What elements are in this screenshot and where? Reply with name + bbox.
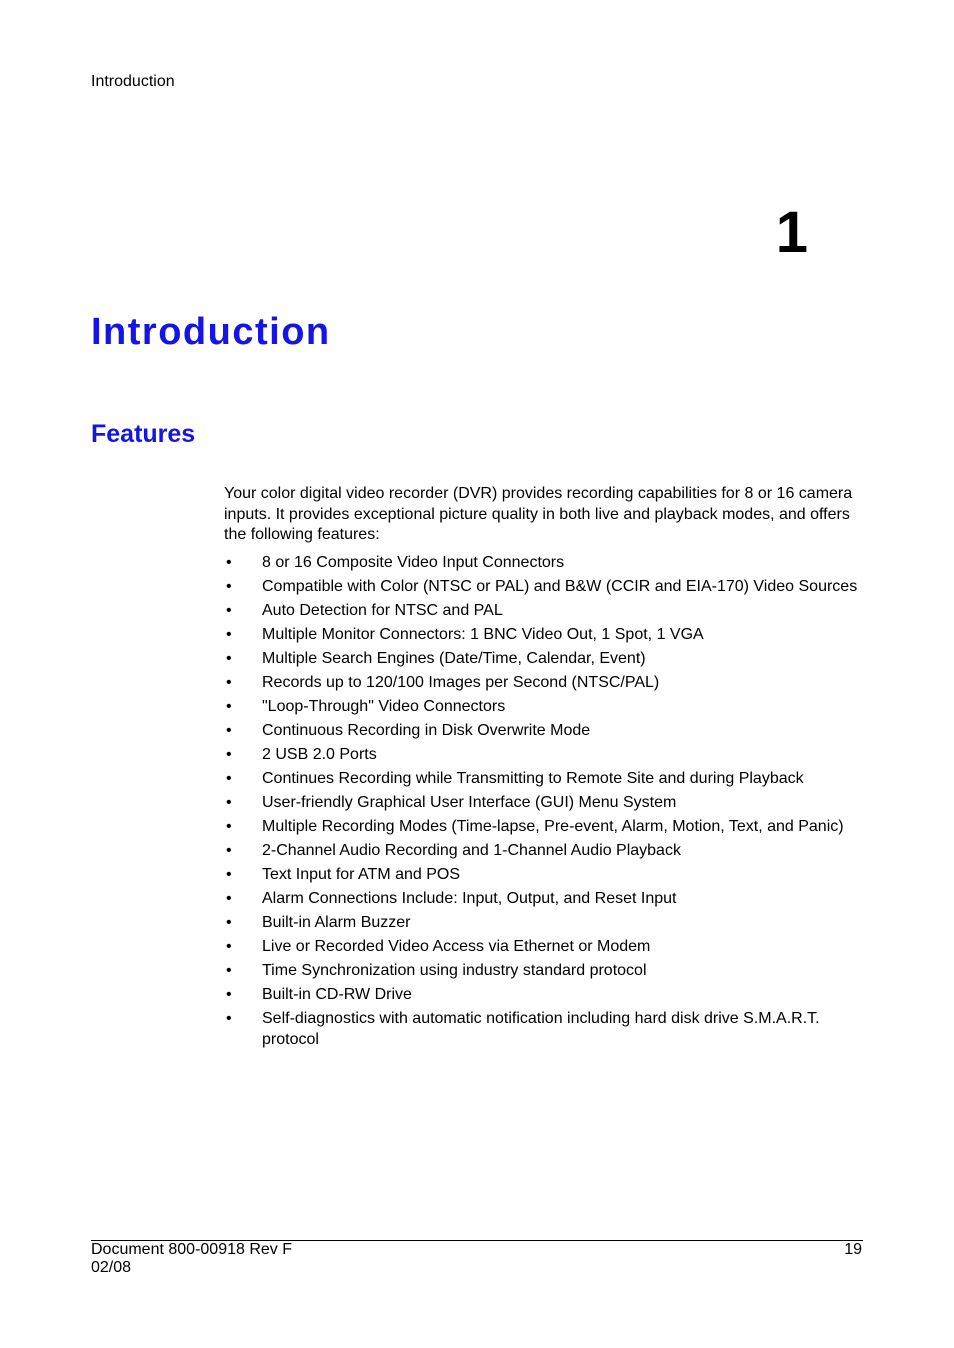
list-item-text: Self-diagnostics with automatic notification including hard disk drive S.M.A.R.T. protocol: [262, 1010, 820, 1048]
feature-list: [224, 553, 864, 1054]
list-item-text: Compatible with Color (NTSC or PAL) and B&W (CCIR and EIA-170) Video Sources: [262, 578, 858, 595]
section-title: Features: [91, 420, 196, 448]
bullet-icon: •: [226, 770, 232, 787]
list-item: [224, 745, 864, 766]
list-item: [224, 817, 864, 838]
list-item-text: Built-in CD-RW Drive: [262, 986, 412, 1003]
bullet-icon: •: [226, 1010, 232, 1027]
bullet-icon: •: [226, 650, 232, 667]
list-item-text: Continuous Recording in Disk Overwrite Mode: [262, 722, 591, 739]
list-item-text: 2-Channel Audio Recording and 1-Channel Audio Playback: [262, 842, 681, 859]
list-item-text: Multiple Search Engines (Date/Time, Calendar, Event): [262, 650, 646, 667]
footer-document-info: [91, 1241, 292, 1277]
list-item: [224, 673, 864, 694]
footer-document-id: Document 800-00918 Rev F: [91, 1241, 292, 1258]
list-item: [224, 769, 864, 790]
list-item-text: Multiple Recording Modes (Time-lapse, Pre-event, Alarm, Motion, Text, and Panic): [262, 818, 844, 835]
bullet-icon: •: [226, 818, 232, 835]
list-item: [224, 865, 864, 886]
bullet-icon: •: [226, 938, 232, 955]
list-item-text: Text Input for ATM and POS: [262, 866, 461, 883]
list-item: [224, 577, 864, 598]
bullet-icon: •: [226, 962, 232, 979]
bullet-icon: •: [226, 914, 232, 931]
list-item-text: Live or Recorded Video Access via Ethernet or Modem: [262, 938, 651, 955]
bullet-icon: •: [226, 722, 232, 739]
list-item-text: Built-in Alarm Buzzer: [262, 914, 411, 931]
bullet-icon: •: [226, 890, 232, 907]
list-item: [224, 649, 864, 670]
bullet-icon: •: [226, 842, 232, 859]
bullet-icon: •: [226, 986, 232, 1003]
bullet-icon: •: [226, 794, 232, 811]
list-item: [224, 985, 864, 1006]
list-item-text: Multiple Monitor Connectors: 1 BNC Video Out, 1 Spot, 1 VGA: [262, 626, 704, 643]
intro-paragraph: Your color digital video recorder (DVR) provides recording capabilities for 8 or 16 camera inputs. It provides exceptional picture quality in both live and playback modes, and offers the following features:: [224, 485, 853, 544]
list-item-text: Time Synchronization using industry standard protocol: [262, 962, 647, 979]
list-item: [224, 1009, 864, 1050]
list-item: [224, 601, 864, 622]
list-item: [224, 889, 864, 910]
bullet-icon: •: [226, 674, 232, 691]
list-item: [224, 937, 864, 958]
list-item-text: Alarm Connections Include: Input, Output, and Reset Input: [262, 890, 677, 907]
chapter-number: 1: [775, 200, 808, 265]
bullet-icon: •: [226, 746, 232, 763]
bullet-icon: •: [226, 698, 232, 715]
bullet-icon: •: [226, 578, 232, 595]
list-item: [224, 841, 864, 862]
list-item-text: User-friendly Graphical User Interface (GUI) Menu System: [262, 794, 677, 811]
list-item-text: 2 USB 2.0 Ports: [262, 746, 377, 763]
bullet-icon: •: [226, 866, 232, 883]
list-item: [224, 697, 864, 718]
bullet-icon: •: [226, 602, 232, 619]
list-item-text: Continues Recording while Transmitting to Remote Site and during Playback: [262, 770, 804, 787]
running-header: Introduction: [91, 73, 175, 90]
footer-date: 02/08: [91, 1259, 132, 1276]
list-item: [224, 793, 864, 814]
list-item-text: "Loop-Through" Video Connectors: [262, 698, 506, 715]
bullet-icon: •: [226, 554, 232, 571]
list-item: [224, 625, 864, 646]
list-item-text: Records up to 120/100 Images per Second (NTSC/PAL): [262, 674, 660, 691]
list-item-text: Auto Detection for NTSC and PAL: [262, 602, 503, 619]
list-item: [224, 721, 864, 742]
bullet-icon: •: [226, 626, 232, 643]
list-item: [224, 961, 864, 982]
page-number: 19: [844, 1241, 862, 1258]
list-item-text: 8 or 16 Composite Video Input Connectors: [262, 554, 565, 571]
list-item: [224, 913, 864, 934]
list-item: [224, 553, 864, 574]
chapter-title: Introduction: [91, 311, 331, 353]
